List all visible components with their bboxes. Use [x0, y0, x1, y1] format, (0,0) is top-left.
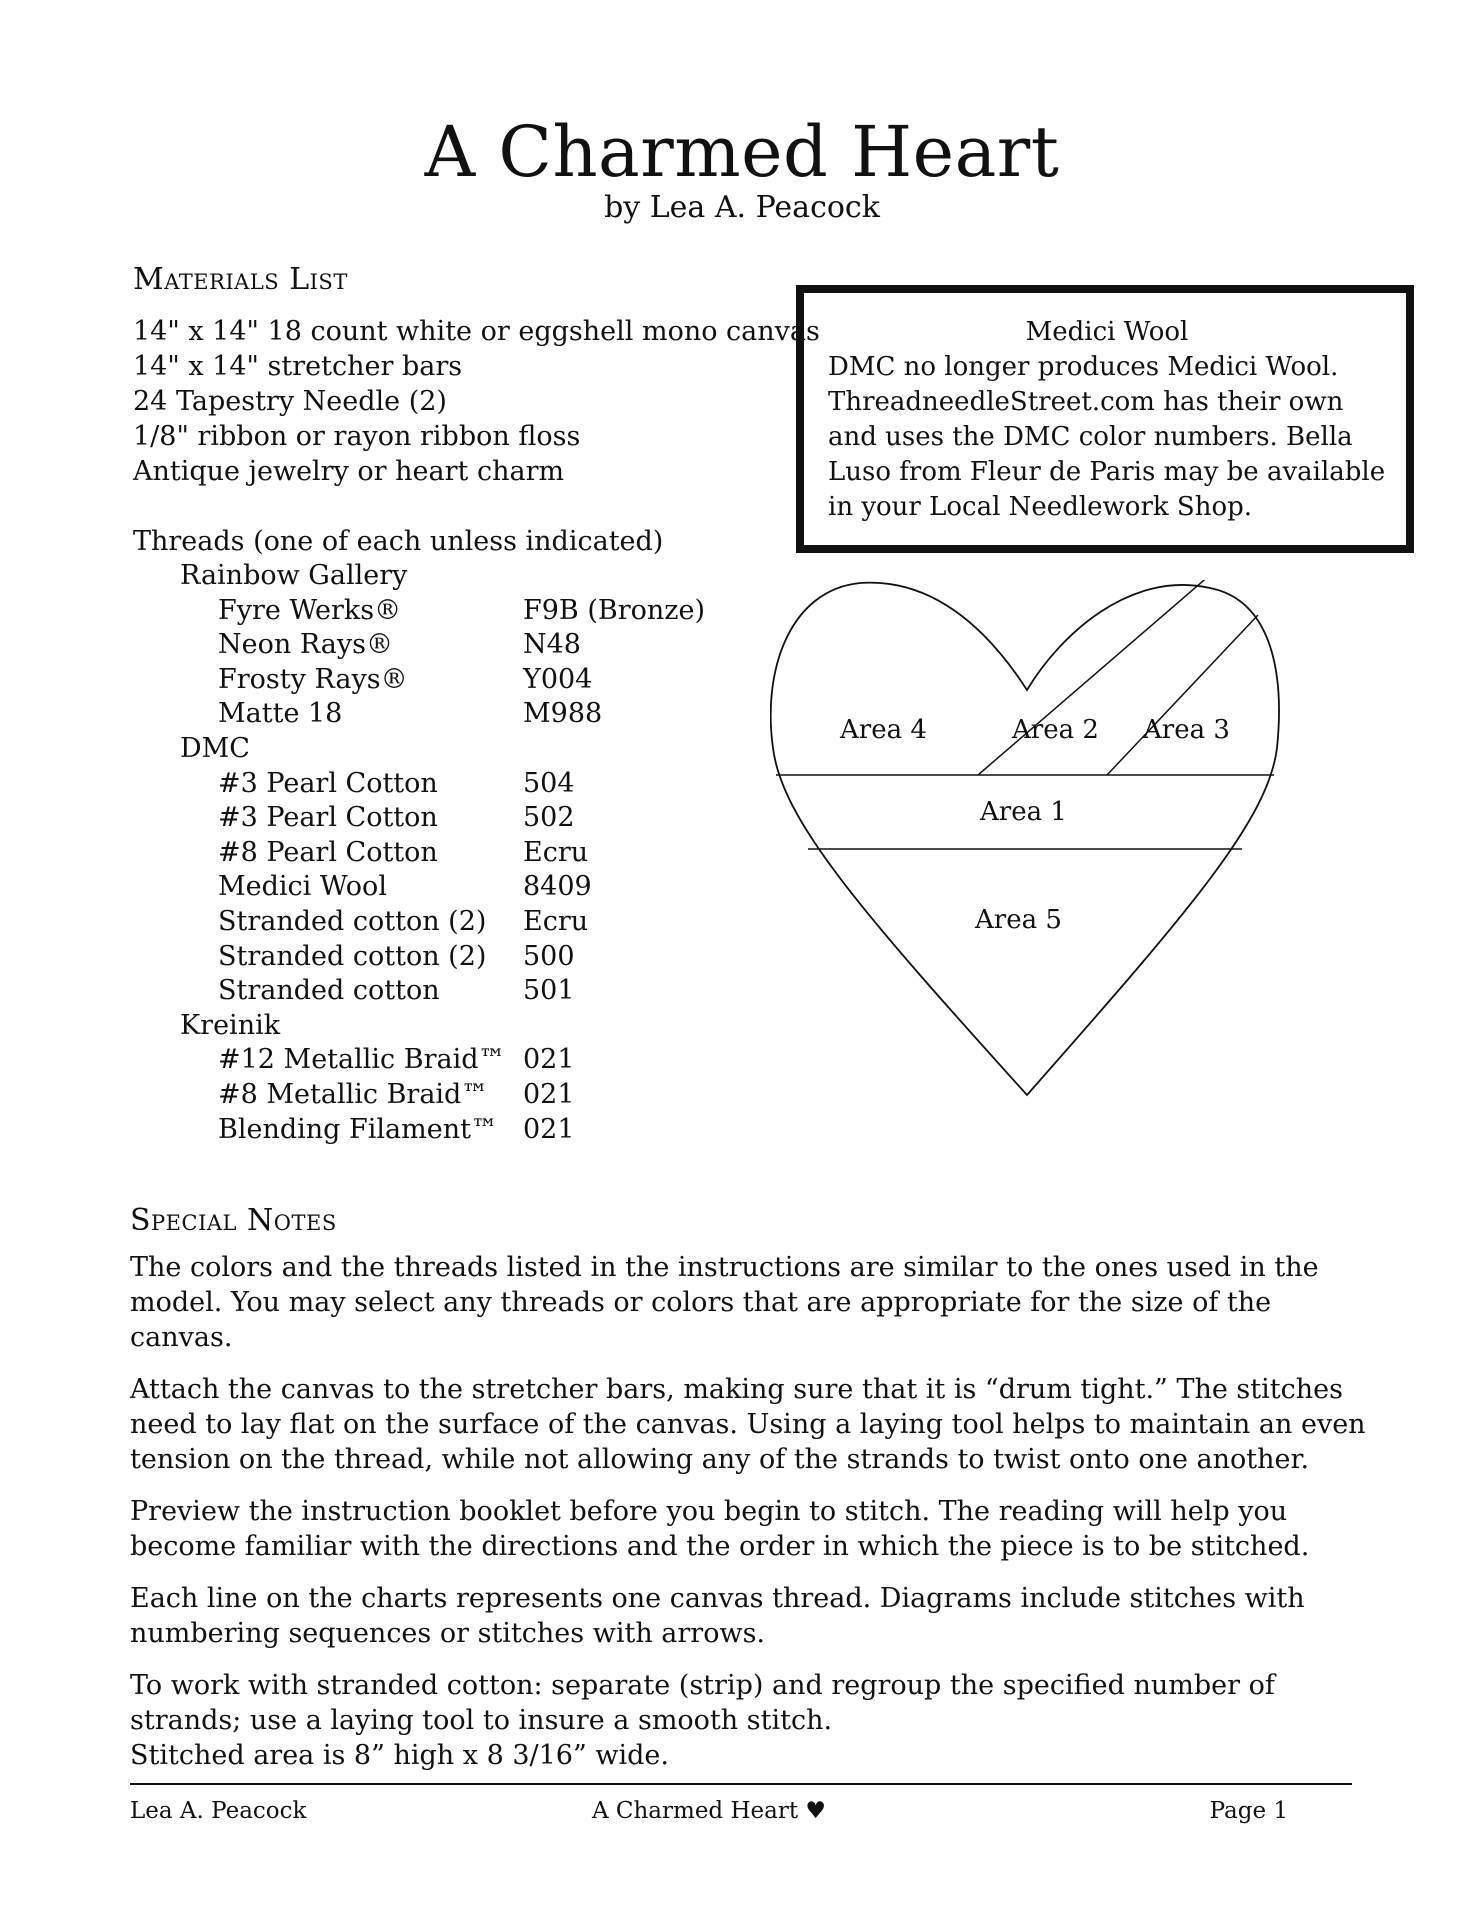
- thread-code: 021: [523, 1044, 575, 1076]
- thread-code: 504: [523, 767, 575, 799]
- thread-brand: DMC: [180, 732, 250, 764]
- thread-item: [133, 940, 575, 975]
- thread-name: Stranded cotton (2): [218, 940, 487, 972]
- thread-item: [133, 697, 603, 732]
- thread-name: #8 Pearl Cotton: [218, 836, 438, 868]
- area-label: Area 4: [840, 715, 927, 745]
- materials-item: Antique jewelry or heart charm: [133, 456, 565, 487]
- page-title: A Charmed Heart: [424, 111, 1060, 193]
- special-notes-body: [130, 1250, 1370, 1755]
- thread-item: [133, 905, 589, 940]
- author-byline: by Lea A. Peacock: [604, 190, 880, 225]
- note-paragraph: Each line on the charts represents one canvas thread. Diagrams include stitches with numbering sequences or stitches with arrows.: [130, 1583, 1305, 1649]
- note-paragraph: To work with stranded cotton: separate (strip) and regroup the specified number of strands; use a laying tool to insure a smooth stitch.: [130, 1670, 1275, 1736]
- thread-code: M988: [523, 698, 603, 730]
- materials-item: 1/8" ribbon or rayon ribbon floss: [133, 421, 581, 452]
- materials-item: 24 Tapestry Needle (2): [133, 386, 447, 417]
- medici-wool-notice-box: [796, 285, 1414, 553]
- thread-item: [133, 767, 575, 802]
- thread-code: F9B (Bronze): [523, 594, 705, 626]
- thread-name: Stranded cotton: [218, 975, 440, 1007]
- thread-code: Y004: [523, 663, 593, 695]
- thread-code: 021: [523, 1078, 575, 1110]
- thread-item: [133, 1113, 575, 1148]
- note-paragraph: Attach the canvas to the stretcher bars, making sure that it is “drum tight.” The stitches need to lay flat on the surface of the canvas. Using a laying tool helps to maintain an even tension on the thread, while not allowing any of the strands to twist onto one another.: [130, 1374, 1366, 1475]
- notice-title: Medici Wool: [1025, 317, 1189, 347]
- thread-brand: Kreinik: [180, 1009, 281, 1041]
- thread-item: [133, 663, 593, 698]
- thread-name: #8 Metallic Braid™: [218, 1078, 489, 1110]
- thread-name: Frosty Rays®: [218, 663, 408, 695]
- thread-item: [133, 628, 581, 663]
- materials-item: 14" x 14" stretcher bars: [133, 351, 463, 382]
- notice-body: DMC no longer produces Medici Wool. ThreadneedleStreet.com has their own and uses the DMC color numbers. Bella Luso from Fleur de Paris may be available in your Local Needlework Shop.: [828, 352, 1386, 522]
- heart-area-diagram: [770, 580, 1290, 1100]
- thread-item: [133, 594, 705, 629]
- threads-list: [133, 559, 705, 1147]
- materials-list: [133, 314, 820, 489]
- footer-rule: [130, 1783, 1352, 1785]
- thread-name: Fyre Werks®: [218, 594, 402, 626]
- thread-brand: Rainbow Gallery: [180, 560, 408, 591]
- thread-code: 8409: [523, 871, 592, 903]
- thread-code: 500: [523, 940, 575, 972]
- thread-name: #3 Pearl Cotton: [218, 767, 438, 799]
- area-label: Area 1: [980, 797, 1067, 827]
- thread-name: Neon Rays®: [218, 629, 393, 661]
- materials-item: 14" x 14" 18 count white or eggshell mono canvas: [133, 316, 820, 347]
- thread-code: Ecru: [523, 905, 589, 937]
- area-label: Area 2: [1012, 715, 1099, 745]
- area-label: Area 5: [975, 905, 1062, 935]
- threads-heading: Threads (one of each unless indicated): [133, 526, 664, 557]
- thread-item: [133, 836, 589, 871]
- thread-item: [133, 870, 592, 905]
- thread-name: Matte 18: [218, 698, 343, 730]
- thread-item: [133, 1078, 575, 1113]
- stitched-area-note: Stitched area is 8” high x 8 3/16” wide.: [130, 1740, 669, 1771]
- thread-name: Blending Filament™: [218, 1113, 498, 1145]
- area-label: Area 3: [1143, 715, 1230, 745]
- materials-heading: Materials List: [133, 262, 348, 297]
- thread-name: Medici Wool: [218, 871, 387, 903]
- thread-code: 501: [523, 975, 575, 1007]
- divider-area2: [978, 580, 1210, 775]
- note-paragraph: Preview the instruction booklet before you begin to stitch. The reading will help you become familiar with the directions and the order in which the piece is to be stitched.: [130, 1496, 1310, 1562]
- special-notes-heading: Special Notes: [130, 1203, 337, 1238]
- thread-name: Stranded cotton (2): [218, 905, 487, 937]
- heart-diagram-svg: [770, 580, 1290, 1100]
- thread-name: #3 Pearl Cotton: [218, 802, 438, 834]
- thread-code: 502: [523, 802, 575, 834]
- thread-item: [133, 1043, 575, 1078]
- divider-area3: [1107, 615, 1258, 775]
- thread-code: N48: [523, 629, 581, 661]
- thread-item: [133, 974, 575, 1009]
- footer-page-number: Page 1: [1209, 1798, 1288, 1824]
- thread-code: 021: [523, 1113, 575, 1145]
- footer-title: A Charmed Heart ♥: [591, 1798, 827, 1824]
- heart-outline: [771, 583, 1279, 1095]
- thread-code: Ecru: [523, 836, 589, 868]
- thread-item: [133, 801, 575, 836]
- note-paragraph: The colors and the threads listed in the instructions are similar to the ones used in the model. You may select any threads or colors that are appropriate for the size of the canvas.: [130, 1252, 1319, 1353]
- thread-name: #12 Metallic Braid™: [218, 1044, 506, 1076]
- footer-author: Lea A. Peacock: [130, 1798, 307, 1824]
